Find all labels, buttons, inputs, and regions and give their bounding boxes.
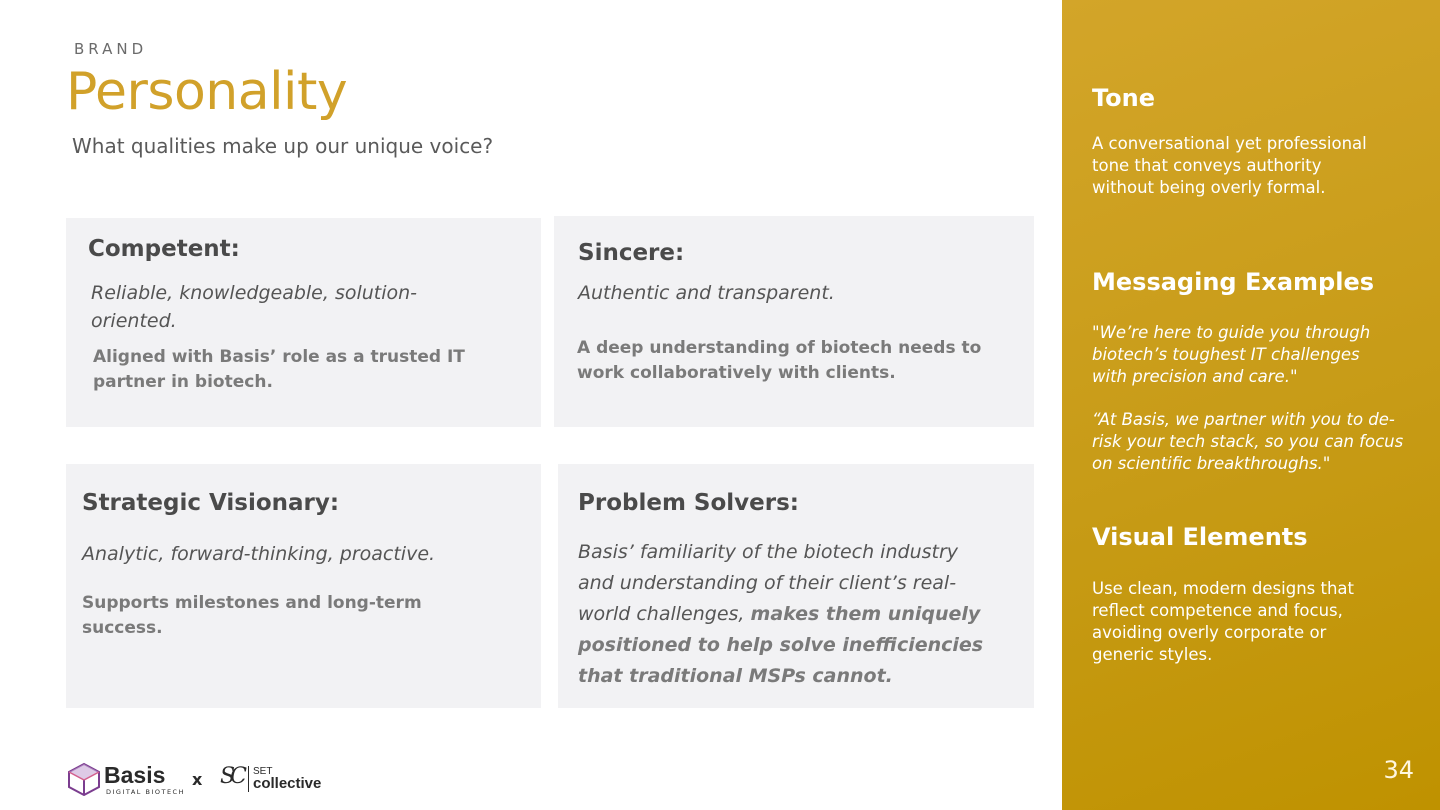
card-description: Authentic and transparent. — [578, 282, 835, 304]
visual-elements-heading: Visual Elements — [1092, 523, 1308, 551]
visual-elements-text: Use clean, modern designs that reflect competence and focus, avoiding overly corporate or generic styles. — [1092, 579, 1355, 664]
page-title: Personality — [66, 62, 348, 122]
basis-cube-icon — [66, 762, 102, 796]
tone-heading: Tone — [1092, 84, 1156, 112]
card-heading: Sincere: — [578, 240, 685, 266]
card-competent — [66, 218, 541, 427]
footer-logos — [66, 762, 346, 798]
card-description-text: Basis’ familiarity of the biotech industry and understanding of their client’s real-world challenges, — [578, 541, 959, 625]
basis-logo-text: Basis — [104, 762, 166, 788]
card-description-emphasis: makes them uniquely positioned to help solve inefficiencies that traditional MSPs cannot. — [578, 603, 984, 687]
card-sincere — [554, 216, 1034, 427]
sidebar-panel — [1062, 0, 1440, 810]
messaging-quote-2: “At Basis, we partner with you to de-risk your tech stack, so you can focus on scientific breakthroughs." — [1092, 410, 1404, 473]
card-note: Supports milestones and long-term success. — [82, 593, 422, 638]
messaging-quote-1: "We’re here to guide you through biotech’s toughest IT challenges with precision and care." — [1092, 323, 1371, 386]
page-subtitle: What qualities make up our unique voice? — [72, 134, 494, 158]
basis-logo-subtext: DIGITAL BIOTECH — [106, 788, 185, 796]
eyebrow-label: BRAND — [74, 40, 148, 58]
card-strategic-visionary — [66, 464, 541, 708]
card-note: Aligned with Basis’ role as a trusted IT partner in biotech. — [93, 347, 465, 392]
set-collective-bottom-text: collective — [253, 775, 322, 792]
card-note: A deep understanding of biotech needs to work collaboratively with clients. — [577, 338, 982, 383]
card-heading: Problem Solvers: — [578, 490, 799, 516]
messaging-heading: Messaging Examples — [1092, 268, 1374, 296]
card-description: Analytic, forward-thinking, proactive. — [82, 543, 436, 565]
set-collective-top-text: SET — [253, 766, 273, 777]
card-heading: Competent: — [88, 236, 240, 262]
footer-separator: x — [192, 770, 203, 789]
card-description: Reliable, knowledgeable, solution-oriented. — [91, 282, 418, 332]
set-collective-mark-icon: SC — [220, 764, 242, 789]
logo-divider — [248, 766, 249, 792]
card-heading: Strategic Visionary: — [82, 490, 340, 516]
card-problem-solvers — [558, 464, 1034, 708]
tone-text: A conversational yet professional tone that conveys authority without being overly formal. — [1092, 134, 1367, 197]
card-description — [578, 537, 993, 692]
page-number: 34 — [1383, 756, 1414, 784]
